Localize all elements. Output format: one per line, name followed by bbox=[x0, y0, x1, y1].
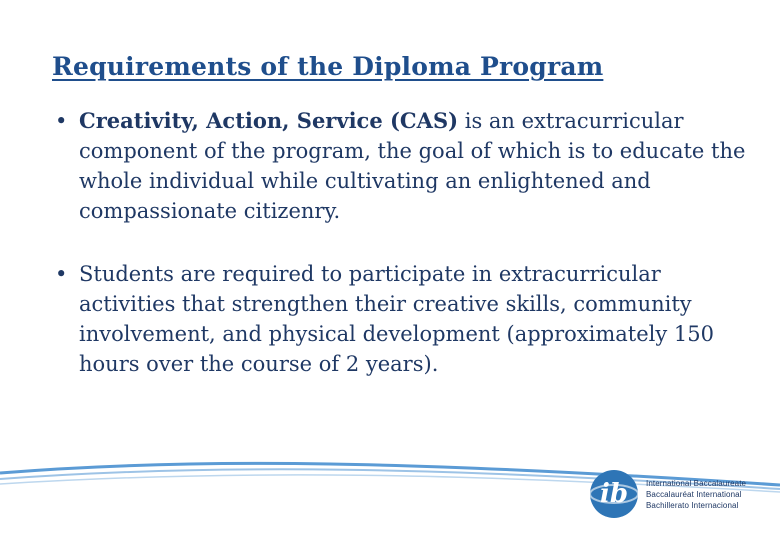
bullet-text: is an extracurricular component of the program, the goal of which is to educate the whole individual while cultivating an enlightened and compassionate citizenry. bbox=[79, 109, 746, 223]
organization-names bbox=[646, 478, 746, 511]
bullet-list bbox=[52, 106, 752, 379]
org-name-fr: Baccalauréat International bbox=[646, 490, 742, 499]
logo-mark-text: ib bbox=[599, 479, 629, 509]
org-name-es: Bachillerato Internacional bbox=[646, 501, 739, 510]
bullet-marker: • bbox=[55, 262, 68, 286]
bullet-marker: • bbox=[55, 109, 68, 133]
bullet-lead-text: Creativity, Action, Service (CAS) bbox=[79, 108, 459, 133]
bullet-item-cas bbox=[52, 106, 752, 226]
slide-title: Requirements of the Diploma Program bbox=[52, 52, 604, 81]
ib-logo-icon bbox=[586, 466, 642, 522]
bullet-item-students bbox=[52, 259, 752, 379]
org-name-en: International Baccalaureate bbox=[646, 479, 747, 488]
bullet-text: Students are required to participate in extracurricular activities that strengthen their creative skills, community involvement, and physical development (approximately 150 hours over the course of 2 years). bbox=[79, 262, 714, 376]
